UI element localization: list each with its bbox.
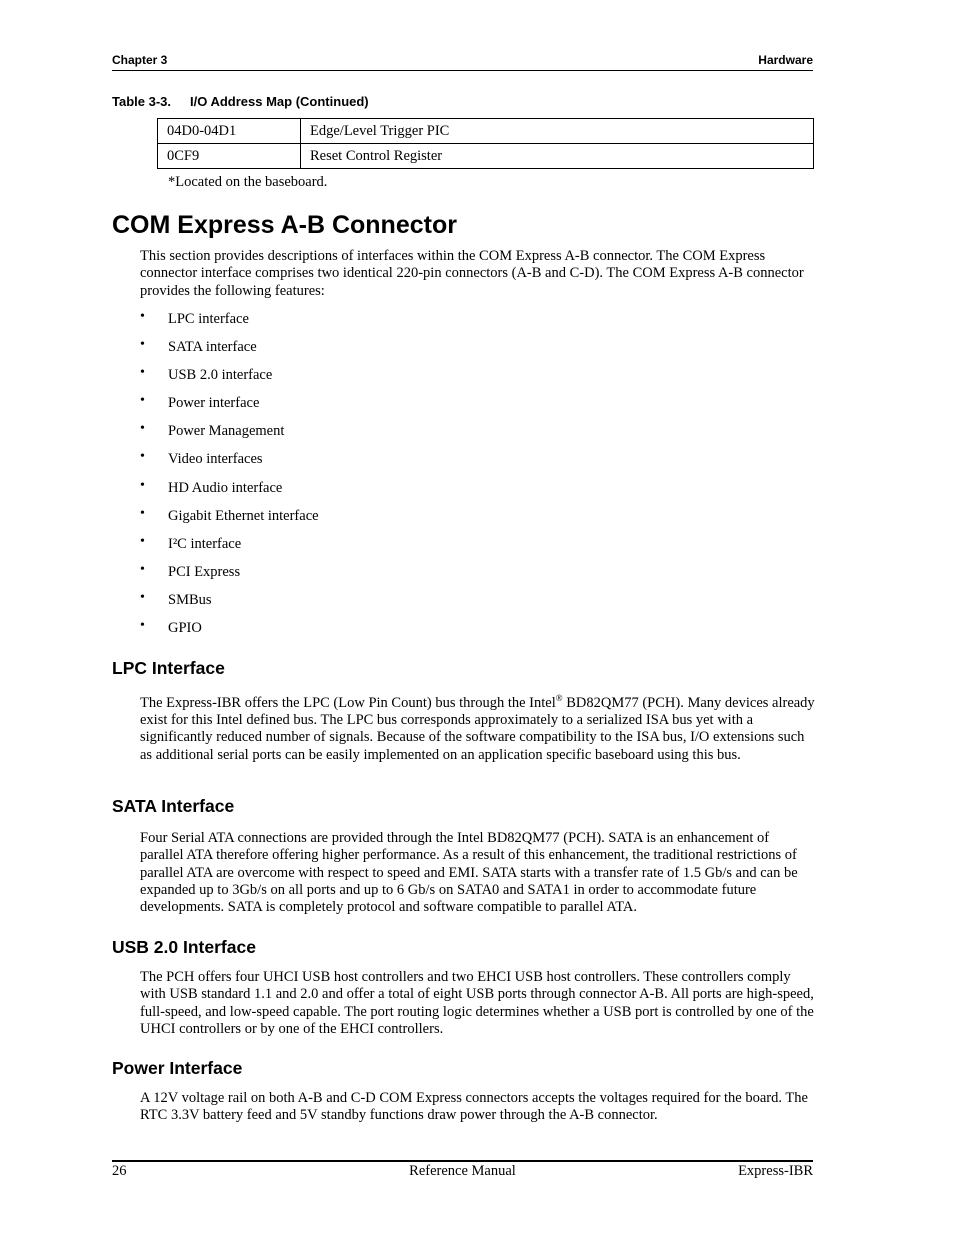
section-heading-usb: USB 2.0 Interface [112, 937, 256, 957]
bullet-icon: • [140, 421, 145, 437]
table-footnote: *Located on the baseboard. [168, 174, 328, 190]
bullet-icon: • [140, 449, 145, 465]
sata-paragraph: Four Serial ATA connections are provided through the Intel BD82QM77 (PCH). SATA is an enhancement of parallel ATA therefore offering higher performance. As a result of this enhancement, the traditional restrictions of parallel ATA are overcome with respect to speed and EMI. SATA starts with a transfer rate of 1.5 Gb/s and can be expanded up to 3Gb/s on all ports and up to 6 Gb/s on SATA0 and SATA1 in order to accommodate future developments. SATA is completely protocol and software compatible to parallel ATA. [140, 830, 798, 916]
bullet-icon: • [140, 393, 145, 409]
footer-manual-title: Reference Manual [409, 1163, 516, 1179]
list-item-label: HD Audio interface [168, 479, 283, 496]
table-cell-address: 04D0-04D1 [158, 119, 301, 144]
section-heading-lpc: LPC Interface [112, 658, 225, 678]
table-cell-function: Reset Control Register [301, 144, 814, 169]
power-paragraph: A 12V voltage rail on both A-B and C-D COM Express connectors accepts the voltages required for the board. The RTC 3.3V battery feed and 5V standby functions draw power through the A-B connector. [140, 1090, 808, 1124]
header-section: Hardware [758, 53, 813, 67]
section-heading-sata: SATA Interface [112, 796, 235, 816]
bullet-icon: • [140, 505, 145, 521]
page-header [112, 52, 813, 71]
table-title: I/O Address Map (Continued) [190, 94, 369, 109]
table-cell-address: 0CF9 [158, 144, 301, 169]
bullet-icon: • [140, 561, 145, 577]
table-row [158, 144, 814, 169]
table-row [158, 119, 814, 144]
table-number: Table 3-3. [112, 94, 172, 109]
lpc-text-after: BD82QM77 (PCH). Many devices already exist for this Intel defined bus. The LPC bus corresponds approximately to a serialized ISA bus yet with a significantly reduced number of signals. Because of the software compatibility to the ISA bus, I/O extensions such as additional serial ports can be easily implemented on an application specific baseboard using this bus. [140, 694, 815, 763]
bullet-icon: • [140, 589, 145, 605]
bullet-icon: • [140, 365, 145, 381]
bullet-icon: • [140, 309, 145, 324]
list-item-label: Power interface [168, 395, 260, 412]
list-item-label: PCI Express [168, 563, 241, 580]
section-heading-com-express: COM Express A-B Connector [112, 211, 457, 239]
list-item-label: Gigabit Ethernet interface [168, 507, 319, 524]
list-item-label: GPIO [168, 620, 202, 637]
table-cell-function: Edge/Level Trigger PIC [301, 119, 814, 144]
com-express-intro: This section provides descriptions of interfaces within the COM Express A-B connector. The COM Express connector interface comprises two identical 220-pin connectors (A-B and C-D). The COM Express A-B connector provides the following features: [140, 248, 804, 299]
lpc-text-before: The Express-IBR offers the LPC (Low Pin Count) bus through the Intel [140, 694, 556, 711]
bullet-icon: • [140, 533, 145, 549]
io-address-map-table [157, 118, 814, 169]
list-item-label: I²C interface [168, 535, 242, 552]
section-heading-power: Power Interface [112, 1058, 243, 1078]
bullet-icon: • [140, 477, 145, 493]
lpc-paragraph [140, 690, 816, 764]
list-item-label: LPC interface [168, 311, 249, 327]
registered-mark: ® [555, 693, 563, 703]
footer-product: Express-IBR [738, 1163, 813, 1179]
bullet-icon: • [140, 337, 145, 353]
header-chapter: Chapter 3 [112, 53, 168, 67]
list-item-label: Video interfaces [168, 451, 263, 468]
bullet-icon: • [140, 618, 145, 634]
page-number: 26 [112, 1163, 127, 1179]
list-item-label: USB 2.0 interface [168, 367, 273, 384]
list-item-label: SMBus [168, 591, 212, 608]
page-footer [112, 1160, 813, 1184]
list-item-label: SATA interface [168, 339, 257, 356]
list-item-label: Power Management [168, 423, 285, 440]
table-caption [112, 94, 369, 109]
usb-paragraph: The PCH offers four UHCI USB host controllers and two EHCI USB host controllers. These controllers comply with USB standard 1.1 and 2.0 and offer a total of eight USB ports through connector A-B. All ports are high-speed, full-speed, and low-speed capable. The port routing logic determines whether a USB port is controlled by one of the UHCI controllers or by one of the EHCI controllers. [140, 969, 814, 1037]
